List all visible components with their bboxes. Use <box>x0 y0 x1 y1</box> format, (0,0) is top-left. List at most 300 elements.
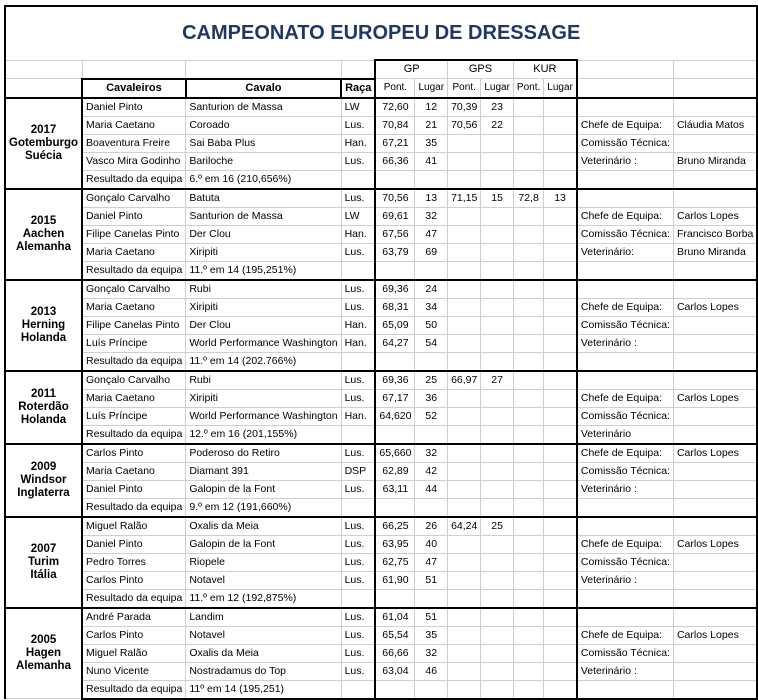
staff-name-cell <box>673 644 757 662</box>
horse-cell: Der Clou <box>186 316 341 334</box>
staff-label-cell: Chefe de Equipa: <box>577 444 674 463</box>
gp-place-cell: 32 <box>415 444 448 463</box>
kur-place-cell <box>544 316 577 334</box>
gp-score-cell: 63,95 <box>375 535 415 553</box>
staff-name-cell: Carlos Lopes <box>673 389 757 407</box>
event-year: 2007 <box>30 542 57 555</box>
gp-score-cell: 69,36 <box>375 280 415 299</box>
gp-score-cell: 65,09 <box>375 316 415 334</box>
staff-label-cell: Chefe de Equipa: <box>577 207 674 225</box>
gp-score-cell: 66,25 <box>375 517 415 536</box>
table-row <box>5 608 757 627</box>
gp-score-cell: 68,31 <box>375 298 415 316</box>
gps-place-cell <box>481 152 514 170</box>
event-city: Hagen <box>25 646 62 659</box>
gp-place-cell: 34 <box>415 298 448 316</box>
event-year: 2005 <box>30 633 57 646</box>
gp-place-cell: 13 <box>415 189 448 208</box>
kur-place-cell <box>544 134 577 152</box>
event-country: Itália <box>30 568 57 581</box>
team-result-row <box>5 170 757 189</box>
gp-place-cell: 44 <box>415 480 448 498</box>
staff-label-cell <box>577 608 674 627</box>
gp-place-cell: 51 <box>415 608 448 627</box>
result-staff-label <box>577 170 674 189</box>
breed-cell: Lus. <box>341 444 375 463</box>
gps-score-cell: 70,56 <box>448 116 481 134</box>
staff-name-cell <box>673 571 757 589</box>
staff-label-cell: Comissão Técnica: <box>577 644 674 662</box>
staff-name-cell: Bruno Miranda <box>673 152 757 170</box>
gps-place-cell <box>481 480 514 498</box>
breed-cell: Han. <box>341 334 375 352</box>
result-label: Resultado da equipa <box>82 170 186 189</box>
gp-place-cell: 24 <box>415 280 448 299</box>
rider-cell: Boaventura Freire <box>82 134 186 152</box>
horse-cell: Notavel <box>186 571 341 589</box>
kur-score-cell <box>513 407 543 425</box>
table-row <box>5 134 757 152</box>
staff-name-cell: Cláudia Matos <box>673 116 757 134</box>
result-staff-label <box>577 498 674 517</box>
gp-score-cell: 66,66 <box>375 644 415 662</box>
rider-cell: Daniel Pinto <box>82 480 186 498</box>
col-header-gp-pont: Pont. <box>375 79 415 98</box>
horse-cell: Nostradamus do Top <box>186 662 341 680</box>
result-label: Resultado da equipa <box>82 680 186 699</box>
staff-label-cell: Veterinário : <box>577 571 674 589</box>
gps-score-cell <box>448 553 481 571</box>
staff-name-cell: Carlos Lopes <box>673 207 757 225</box>
gps-place-cell <box>481 462 514 480</box>
gps-place-cell <box>481 334 514 352</box>
result-label: Resultado da equipa <box>82 425 186 444</box>
horse-cell: Diamant 391 <box>186 462 341 480</box>
team-result-row <box>5 589 757 608</box>
horse-cell: Rubi <box>186 280 341 299</box>
staff-label-cell: Chefe de Equipa: <box>577 535 674 553</box>
rider-cell: Gonçalo Carvalho <box>82 280 186 299</box>
gp-score-cell: 63,11 <box>375 480 415 498</box>
gps-score-cell <box>448 207 481 225</box>
event-year: 2017 <box>30 123 57 136</box>
gps-score-cell <box>448 462 481 480</box>
staff-label-cell: Comissão Técnica: <box>577 407 674 425</box>
gp-score-cell: 63,79 <box>375 243 415 261</box>
event-country: Alemanha <box>16 659 71 672</box>
gps-place-cell <box>481 243 514 261</box>
kur-score-cell <box>513 280 543 299</box>
table-row <box>5 207 757 225</box>
kur-header: KUR <box>513 60 576 79</box>
kur-score-cell <box>513 316 543 334</box>
kur-score-cell <box>513 444 543 463</box>
table-row <box>5 298 757 316</box>
rider-cell: Maria Caetano <box>82 116 186 134</box>
result-staff-label <box>577 589 674 608</box>
kur-score-cell <box>513 152 543 170</box>
staff-name-cell: Carlos Lopes <box>673 444 757 463</box>
table-row <box>5 280 757 299</box>
kur-score-cell <box>513 462 543 480</box>
gps-score-cell <box>448 389 481 407</box>
gps-score-cell <box>448 280 481 299</box>
horse-cell: Coroado <box>186 116 341 134</box>
staff-label-cell <box>577 189 674 208</box>
rider-cell: Nuno Vicente <box>82 662 186 680</box>
staff-name-cell <box>673 98 757 117</box>
horse-cell: Riopele <box>186 553 341 571</box>
table-row <box>5 517 757 536</box>
breed-cell: Han. <box>341 316 375 334</box>
gp-score-cell: 70,56 <box>375 189 415 208</box>
table-row <box>5 152 757 170</box>
staff-label-cell: Chefe de Equipa: <box>577 298 674 316</box>
kur-place-cell <box>544 280 577 299</box>
result-staff-label <box>577 261 674 280</box>
event-country: Suécia <box>24 149 63 162</box>
kur-score-cell <box>513 243 543 261</box>
horse-cell: Rubi <box>186 371 341 390</box>
col-header-gps-pont: Pont. <box>448 79 481 98</box>
result-staff-label: Veterinário <box>577 425 674 444</box>
team-result: 11.º em 12 (192,875%) <box>186 589 341 608</box>
gp-place-cell: 35 <box>415 626 448 644</box>
gps-place-cell <box>481 316 514 334</box>
horse-cell: Galopin de la Font <box>186 480 341 498</box>
team-result: 11.º em 14 (195,251%) <box>186 261 341 280</box>
rider-cell: Luís Príncipe <box>82 334 186 352</box>
gps-place-cell <box>481 553 514 571</box>
kur-score-cell <box>513 134 543 152</box>
event-city: Turim <box>27 555 60 568</box>
rider-cell: Miguel Ralão <box>82 517 186 536</box>
table-row <box>5 407 757 425</box>
horse-cell: World Performance Washington <box>186 334 341 352</box>
gp-score-cell: 66,36 <box>375 152 415 170</box>
breed-cell: Han. <box>341 407 375 425</box>
staff-name-cell <box>673 189 757 208</box>
kur-place-cell <box>544 571 577 589</box>
kur-place-cell <box>544 98 577 117</box>
horse-cell: Oxalis da Meia <box>186 644 341 662</box>
team-result: 9.º em 12 (191,660%) <box>186 498 341 517</box>
staff-name-cell <box>673 407 757 425</box>
breed-cell: LW <box>341 98 375 117</box>
gp-place-cell: 25 <box>415 371 448 390</box>
kur-place-cell <box>544 389 577 407</box>
staff-name-cell: Carlos Lopes <box>673 535 757 553</box>
kur-score-cell <box>513 116 543 134</box>
event-country: Alemanha <box>16 240 71 253</box>
gps-header: GPS <box>448 60 514 79</box>
col-header-kur-lugar: Lugar <box>544 79 577 98</box>
kur-place-cell <box>544 480 577 498</box>
gp-place-cell: 47 <box>415 553 448 571</box>
gp-place-cell: 41 <box>415 152 448 170</box>
breed-cell: Lus. <box>341 517 375 536</box>
gp-place-cell: 54 <box>415 334 448 352</box>
rider-cell: Carlos Pinto <box>82 444 186 463</box>
table-row <box>5 225 757 243</box>
staff-label-cell: Veterinário : <box>577 152 674 170</box>
staff-name-cell <box>673 480 757 498</box>
horse-cell: Xiripiti <box>186 298 341 316</box>
gps-place-cell <box>481 626 514 644</box>
gp-score-cell: 70,84 <box>375 116 415 134</box>
rider-cell: Pedro Torres <box>82 553 186 571</box>
gp-score-cell: 62,89 <box>375 462 415 480</box>
gps-place-cell <box>481 407 514 425</box>
kur-score-cell <box>513 98 543 117</box>
kur-place-cell <box>544 462 577 480</box>
breed-cell: Lus. <box>341 280 375 299</box>
horse-cell: Notavel <box>186 626 341 644</box>
breed-cell: Lus. <box>341 298 375 316</box>
kur-score-cell <box>513 334 543 352</box>
rider-cell: Daniel Pinto <box>82 98 186 117</box>
rider-cell: Gonçalo Carvalho <box>82 371 186 390</box>
breed-cell: Lus. <box>341 189 375 208</box>
table-row <box>5 553 757 571</box>
table-row <box>5 334 757 352</box>
staff-name-cell <box>673 316 757 334</box>
gps-place-cell <box>481 444 514 463</box>
team-result: 11º em 14 (195,251) <box>186 680 341 699</box>
horse-cell: Santurion de Massa <box>186 98 341 117</box>
event-city: Gotemburgo <box>9 136 78 149</box>
page-title: CAMPEONATO EUROPEU DE DRESSAGE <box>5 6 757 60</box>
table-row <box>5 480 757 498</box>
gps-place-cell <box>481 389 514 407</box>
result-label: Resultado da equipa <box>82 589 186 608</box>
gp-score-cell: 64,27 <box>375 334 415 352</box>
event-cell <box>5 444 82 517</box>
event-year: 2011 <box>31 387 56 400</box>
gp-place-cell: 47 <box>415 225 448 243</box>
kur-score-cell <box>513 517 543 536</box>
rider-cell: Luís Príncipe <box>82 407 186 425</box>
staff-label-cell <box>577 280 674 299</box>
gp-place-cell: 50 <box>415 316 448 334</box>
gps-score-cell: 66,97 <box>448 371 481 390</box>
kur-score-cell <box>513 553 543 571</box>
gp-place-cell: 12 <box>415 98 448 117</box>
kur-place-cell <box>544 298 577 316</box>
event-cell <box>5 189 82 280</box>
breed-cell: Lus. <box>341 535 375 553</box>
kur-place-cell <box>544 334 577 352</box>
staff-name-cell <box>673 662 757 680</box>
kur-place-cell <box>544 626 577 644</box>
gps-place-cell <box>481 608 514 627</box>
staff-label-cell: Comissão Técnica: <box>577 553 674 571</box>
gps-score-cell <box>448 571 481 589</box>
gp-score-cell: 72,60 <box>375 98 415 117</box>
horse-cell: Poderoso do Retiro <box>186 444 341 463</box>
staff-name-cell: Bruno Miranda <box>673 243 757 261</box>
staff-name-cell <box>673 280 757 299</box>
breed-cell: Lus. <box>341 644 375 662</box>
result-staff-label <box>577 680 674 699</box>
kur-place-cell <box>544 517 577 536</box>
breed-cell: Lus. <box>341 243 375 261</box>
team-result: 6.º em 16 (210,656%) <box>186 170 341 189</box>
gp-place-cell: 52 <box>415 407 448 425</box>
gps-score-cell <box>448 608 481 627</box>
kur-place-cell <box>544 662 577 680</box>
rider-cell: Filipe Canelas Pinto <box>82 316 186 334</box>
kur-score-cell <box>513 207 543 225</box>
kur-score-cell <box>513 225 543 243</box>
table-row <box>5 626 757 644</box>
team-result: 11.º em 14 (202.766%) <box>186 352 341 371</box>
event-cell <box>5 517 82 608</box>
gp-place-cell: 21 <box>415 116 448 134</box>
staff-name-cell <box>673 334 757 352</box>
breed-cell: Lus. <box>341 116 375 134</box>
gps-score-cell: 70,39 <box>448 98 481 117</box>
gps-score-cell <box>448 243 481 261</box>
gps-place-cell <box>481 207 514 225</box>
event-country: Holanda <box>20 413 67 426</box>
gp-score-cell: 67,21 <box>375 134 415 152</box>
rider-cell: Miguel Ralão <box>82 644 186 662</box>
staff-label-cell: Comissão Técnica: <box>577 316 674 334</box>
gp-place-cell: 46 <box>415 662 448 680</box>
horse-cell: Batuta <box>186 189 341 208</box>
staff-name-cell <box>673 553 757 571</box>
gps-place-cell: 15 <box>481 189 514 208</box>
table-row <box>5 116 757 134</box>
event-year: 2015 <box>30 214 57 227</box>
kur-place-cell <box>544 444 577 463</box>
event-city: Aachen <box>22 227 65 240</box>
breed-cell: Lus. <box>341 480 375 498</box>
rider-cell: Daniel Pinto <box>82 535 186 553</box>
table-row <box>5 316 757 334</box>
breed-cell: Lus. <box>341 571 375 589</box>
gp-score-cell: 62,75 <box>375 553 415 571</box>
gps-score-cell <box>448 225 481 243</box>
gp-place-cell: 36 <box>415 389 448 407</box>
col-header-cavaleiros: Cavaleiros <box>82 79 186 98</box>
staff-name-cell: Carlos Lopes <box>673 298 757 316</box>
team-result-row <box>5 352 757 371</box>
gp-score-cell: 64,620 <box>375 407 415 425</box>
gps-place-cell <box>481 298 514 316</box>
table-row <box>5 571 757 589</box>
staff-label-cell: Chefe de Equipa: <box>577 116 674 134</box>
col-header-gps-lugar: Lugar <box>481 79 514 98</box>
gp-place-cell: 35 <box>415 134 448 152</box>
event-cell <box>5 608 82 699</box>
table-row <box>5 444 757 463</box>
gps-score-cell <box>448 334 481 352</box>
kur-score-cell <box>513 298 543 316</box>
gps-score-cell <box>448 480 481 498</box>
gps-place-cell <box>481 225 514 243</box>
kur-place-cell: 13 <box>544 189 577 208</box>
staff-label-cell: Chefe de Equipa: <box>577 389 674 407</box>
staff-label-cell: Veterinário : <box>577 334 674 352</box>
result-label: Resultado da equipa <box>82 261 186 280</box>
gps-score-cell <box>448 407 481 425</box>
table-row <box>5 644 757 662</box>
gp-place-cell: 26 <box>415 517 448 536</box>
staff-name-cell: Carlos Lopes <box>673 626 757 644</box>
col-header-gp-lugar: Lugar <box>415 79 448 98</box>
kur-place-cell <box>544 207 577 225</box>
team-result-row <box>5 425 757 444</box>
gp-score-cell: 67,17 <box>375 389 415 407</box>
gps-place-cell: 22 <box>481 116 514 134</box>
gps-place-cell: 27 <box>481 371 514 390</box>
gps-score-cell <box>448 316 481 334</box>
kur-score-cell <box>513 480 543 498</box>
kur-place-cell <box>544 243 577 261</box>
gp-score-cell: 61,04 <box>375 608 415 627</box>
event-cell <box>5 98 82 189</box>
gps-score-cell <box>448 644 481 662</box>
horse-cell: Xiripiti <box>186 243 341 261</box>
result-label: Resultado da equipa <box>82 498 186 517</box>
gp-score-cell: 69,61 <box>375 207 415 225</box>
horse-cell: Galopin de la Font <box>186 535 341 553</box>
kur-place-cell <box>544 152 577 170</box>
gps-score-cell <box>448 134 481 152</box>
rider-cell: Maria Caetano <box>82 243 186 261</box>
kur-score-cell <box>513 571 543 589</box>
event-city: Herning <box>21 318 66 331</box>
breed-cell: Lus. <box>341 662 375 680</box>
kur-score-cell <box>513 389 543 407</box>
staff-label-cell: Comissão Técnica: <box>577 225 674 243</box>
kur-score-cell <box>513 608 543 627</box>
staff-label-cell: Veterinário : <box>577 480 674 498</box>
results-table <box>4 5 758 700</box>
gp-score-cell: 69,36 <box>375 371 415 390</box>
kur-place-cell <box>544 608 577 627</box>
staff-label-cell <box>577 517 674 536</box>
rider-cell: André Parada <box>82 608 186 627</box>
horse-cell: World Performance Washington <box>186 407 341 425</box>
kur-score-cell <box>513 626 543 644</box>
col-header-cavalo: Cavalo <box>186 79 341 98</box>
staff-label-cell: Veterinário : <box>577 662 674 680</box>
horse-cell: Oxalis da Meia <box>186 517 341 536</box>
gps-score-cell <box>448 444 481 463</box>
gps-place-cell <box>481 571 514 589</box>
staff-name-cell <box>673 371 757 390</box>
rider-cell: Carlos Pinto <box>82 626 186 644</box>
breed-cell: Lus. <box>341 626 375 644</box>
gps-score-cell: 71,15 <box>448 189 481 208</box>
team-result-row <box>5 498 757 517</box>
gp-place-cell: 32 <box>415 644 448 662</box>
staff-name-cell <box>673 517 757 536</box>
gps-place-cell <box>481 280 514 299</box>
gps-place-cell <box>481 134 514 152</box>
event-country: Holanda <box>20 331 67 344</box>
kur-place-cell <box>544 116 577 134</box>
breed-cell: Han. <box>341 225 375 243</box>
staff-label-cell <box>577 98 674 117</box>
staff-label-cell: Comissão Técnica: <box>577 134 674 152</box>
horse-cell: Der Clou <box>186 225 341 243</box>
kur-score-cell <box>513 535 543 553</box>
rider-cell: Maria Caetano <box>82 298 186 316</box>
